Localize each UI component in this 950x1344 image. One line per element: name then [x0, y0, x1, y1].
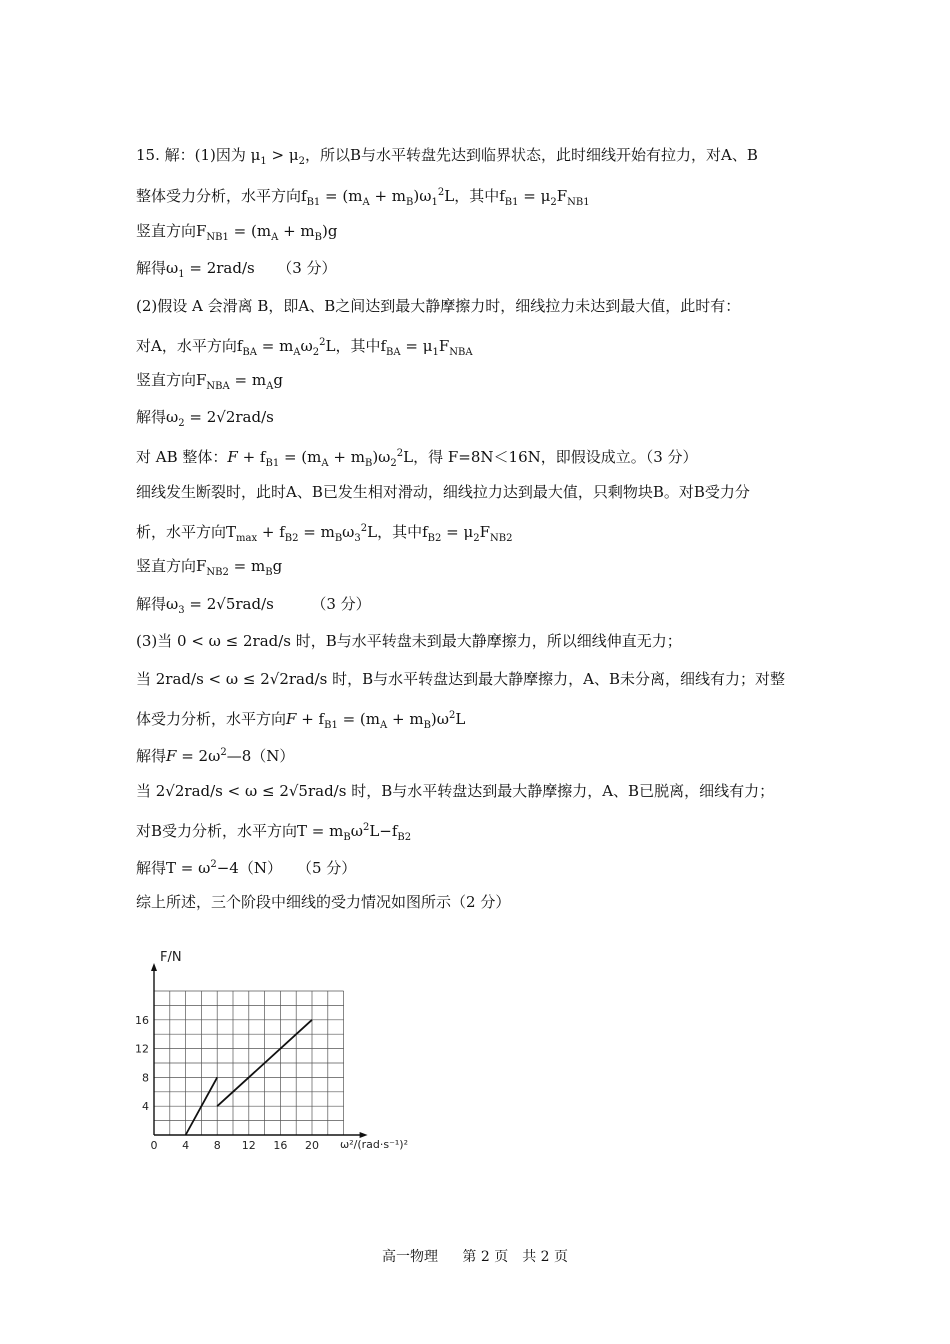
y-tick-label: 16 [135, 1013, 149, 1027]
y-axis-arrow [151, 963, 157, 971]
solution-line: 竖直方向$F_{NB2} = m_Bg$ [136, 557, 283, 578]
x-tick-label: 4 [182, 1139, 190, 1152]
force-chart [130, 945, 430, 1175]
x-tick-label: 8 [213, 1139, 221, 1152]
solution-line: 解得$\omega_3 = 2√5rad/s$ （3 分） [136, 595, 371, 616]
x-tick-label: 16 [273, 1139, 288, 1152]
footer-page-number: 第 2 页 共 2 页 [462, 1249, 569, 1265]
solution-line: 对B受力分析，水平方向$T = m_B\omega^2L-f_{B2}$ [136, 822, 412, 843]
y-tick-label: 4 [142, 1100, 149, 1114]
solution-line: (3)当 0 < ω ≤ 2rad/s 时，B与水平转盘未到最大静摩擦力，所以细线伸直无力； [136, 632, 682, 650]
solution-line: 解得$F = 2\omega^2—8(N)$ [136, 747, 295, 765]
solution-line: 细线发生断裂时，此时A、B已发生相对滑动，细线拉力达到最大值，只剩物块B。对B受力分 [136, 483, 750, 501]
solution-line: 当 2rad/s < ω ≤ 2√2rad/s 时，B与水平转盘达到最大静摩擦力，A、B未分离，细线有力；对整 [136, 670, 785, 688]
solution-line: 15. 解：(1)因为 $\mu_1 > \mu_2$，所以B与水平转盘先达到临界状态，此时细线开始有拉力，对A、B [136, 146, 758, 167]
x-tick-label: 12 [241, 1139, 256, 1152]
y-axis-label: F/N [160, 950, 182, 965]
solution-line: 对 AB 整体：$F + f_{B1} = (m_A + m_B)\omega_2^2L$，得 F=8N＜16N，即假设成立。（3 分） [136, 448, 698, 469]
solution-line: (2)假设 A 会滑离 B，即A、B之间达到最大静摩擦力时，细线拉力未达到最大值，此时有： [136, 297, 741, 315]
y-tick-label: 12 [135, 1042, 149, 1056]
solution-line: 对A，水平方向$f_{BA} = m_A\omega_2^2L$，其中$f_{BA} = \mu_1F_{NBA}$ [136, 337, 473, 358]
chart-grid [154, 991, 344, 1135]
solution-line: 综上所述，三个阶段中细线的受力情况如图所示（2 分） [136, 893, 511, 911]
chart-axes [151, 963, 368, 1138]
footer-subject: 高一物理 [381, 1249, 438, 1265]
y-tick-label: 8 [142, 1071, 149, 1085]
x-tick-label: 0 [150, 1139, 158, 1152]
solution-line: 竖直方向$F_{NB1} = (m_A + m_B)g$ [136, 222, 338, 243]
solution-line: 当 2√2rad/s < ω ≤ 2√5rad/s 时，B与水平转盘达到最大静摩擦力，A、B已脱离，细线有力； [136, 782, 775, 800]
x-tick-label: 20 [305, 1139, 319, 1152]
solution-line: 解得$\omega_1 = 2rad/s$ （3 分） [136, 259, 337, 280]
x-axis-label: ω²/(rad·s⁻¹)² [340, 1138, 409, 1151]
solution-line: 整体受力分析，水平方向$f_{B1} = (m_A + m_B)\omega_1^2L$，其中$f_{B1} = \mu_2F_{NB1}$ [136, 187, 590, 208]
solution-line: 解得$T = \omega^2-4(N)$ （5 分） [136, 859, 357, 877]
solution-line: 解得$\omega_2 = 2√2rad/s$ [136, 408, 274, 429]
page-footer [0, 1246, 950, 1266]
solution-line: 竖直方向$F_{NBA} = m_Ag$ [136, 371, 283, 392]
solution-line: 析，水平方向$T_{max} + f_{B2} = m_B\omega_3^2L$，其中$f_{B2} = \mu_2F_{NB2}$ [136, 523, 513, 544]
solution-line: 体受力分析，水平方向$F + f_{B1} = (m_A + m_B)\omega^2L$ [136, 710, 466, 731]
